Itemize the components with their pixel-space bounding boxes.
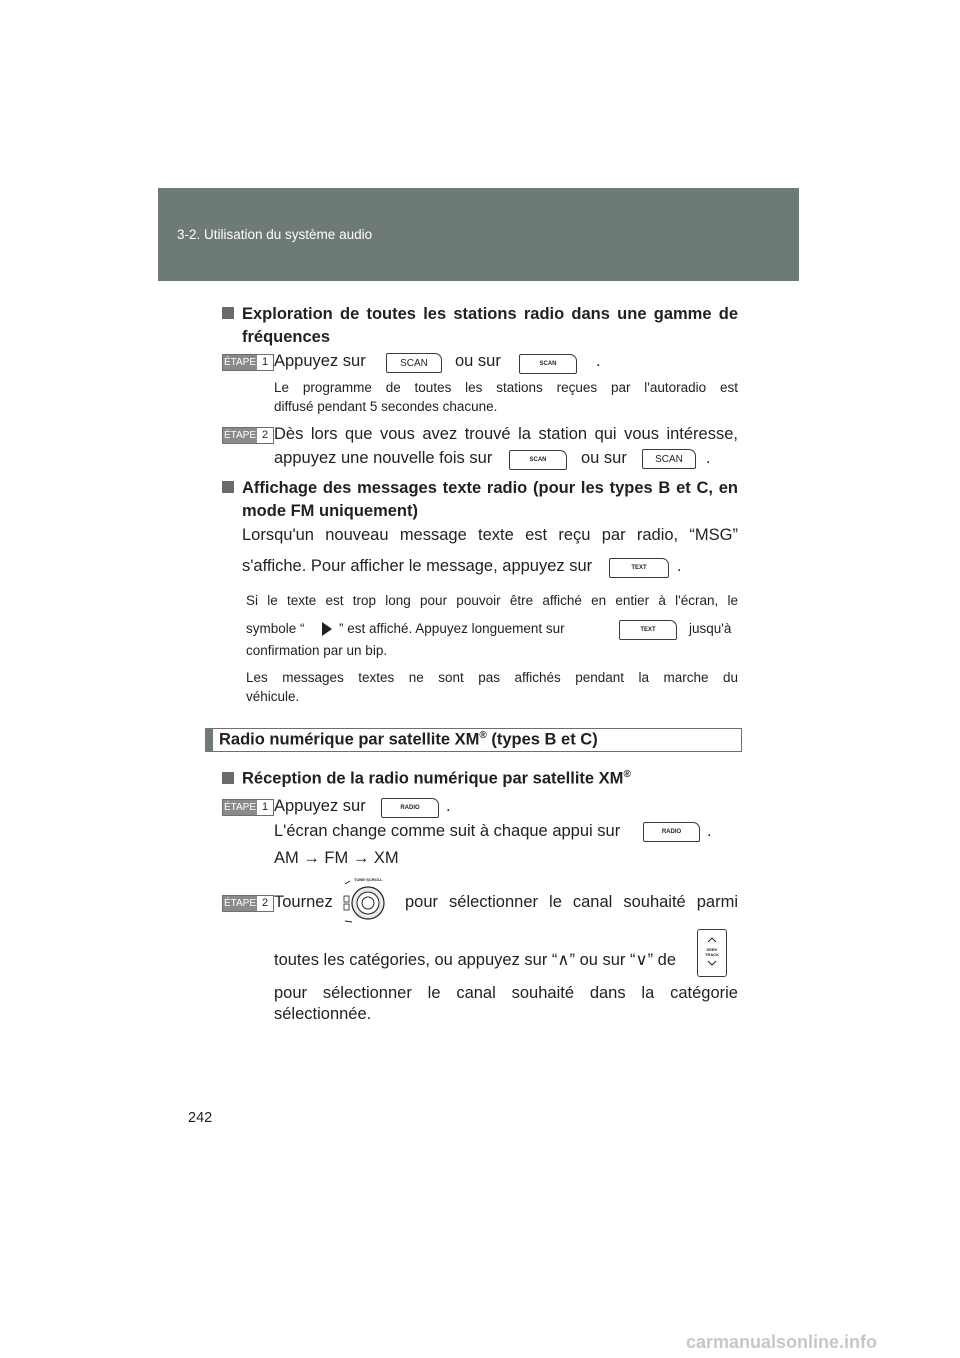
text-body-line2: s'affiche. Pour afficher le message, appuyez sur <box>242 557 593 575</box>
text-heading: Affichage des messages texte radio (pour les types B et C, en <box>222 479 738 498</box>
step-1-badge: ÉTAPE 1 <box>222 354 274 371</box>
watermark: carmanualsonline.info <box>686 1332 878 1352</box>
scan-button-small-icon: SCAN <box>519 354 577 374</box>
radio-button-icon: RADIO <box>643 822 700 842</box>
scan-note-line2: diffusé pendant 5 secondes chacune. <box>274 399 498 414</box>
section-accent-bar <box>205 728 213 752</box>
xm-screen-end: . <box>707 822 712 840</box>
scan-step2-line1: Dès lors que vous avez trouvé la station qui vous intéresse, <box>274 425 738 443</box>
scan-step1-end: . <box>596 352 601 370</box>
xm-heading: Réception de la radio numérique par satellite XM® <box>222 769 631 789</box>
text-button-icon: TEXT <box>609 558 669 578</box>
text-note2-line1: Les messages textes ne sont pas affichés pendant la marche du <box>246 670 738 685</box>
radio-button-icon: RADIO <box>381 798 439 818</box>
scan-note-line1: Le programme de toutes les stations reçues par l'autoradio est <box>274 380 738 395</box>
scan-step2-end: . <box>706 449 711 467</box>
text-note1-line2: ” est affiché. Appuyez longuement sur <box>339 621 565 636</box>
text-note2-line2: véhicule. <box>246 689 300 704</box>
section-breadcrumb: 3-2. Utilisation du système audio <box>177 227 373 242</box>
text-note1-line3: confirmation par un bip. <box>246 643 388 658</box>
step-2-badge: ÉTAPE 2 <box>222 427 274 444</box>
tune-scroll-knob-icon <box>342 876 392 926</box>
xm-step2-line3: pour sélectionner le canal souhaité dans la catégorie <box>274 984 738 1002</box>
xm-step1-end: . <box>446 797 451 815</box>
page-number: 242 <box>188 1110 213 1126</box>
scan-button-small-icon: SCAN <box>509 450 567 470</box>
play-arrow-icon <box>322 622 332 636</box>
scan-button-icon: SCAN <box>642 449 696 469</box>
scan-step1-or: ou sur <box>455 352 501 370</box>
scan-heading: Exploration de toutes les stations radio dans une gamme de <box>222 305 738 324</box>
scan-button-icon: SCAN <box>386 353 442 373</box>
scan-step1-text: Appuyez sur <box>274 352 366 370</box>
scan-step2-text: appuyez une nouvelle fois sur <box>274 449 493 467</box>
text-note1-symbol: symbole “ <box>246 621 305 636</box>
scan-step2-or: ou sur <box>581 449 627 467</box>
text-button-icon: TEXT <box>619 620 677 640</box>
text-body-line1: Lorsqu'un nouveau message texte est reçu par radio, “MSG” <box>242 526 738 544</box>
text-note1-until: jusqu'à <box>689 621 732 636</box>
tune-scroll-label: TUNE·SCROLL <box>354 877 383 882</box>
text-heading-cont: mode FM uniquement) <box>242 502 418 520</box>
bullet-square-icon <box>222 307 234 319</box>
band-sequence: AM → FM → XM <box>274 849 399 867</box>
xm-section-title: Radio numérique par satellite XM® (types B et C) <box>219 730 598 749</box>
scan-heading-cont: fréquences <box>242 328 331 346</box>
xm-screen-line: L'écran change comme suit à chaque appui sur <box>274 822 621 840</box>
bullet-square-icon <box>222 772 234 784</box>
xm-step2-line4: sélectionnée. <box>274 1005 372 1023</box>
text-note1-line1: Si le texte est trop long pour pouvoir être affiché en entier à l'écran, le <box>246 593 738 608</box>
xm-step2-line1: pour sélectionner le canal souhaité parmi <box>405 893 738 911</box>
bullet-square-icon <box>222 481 234 493</box>
step-1-badge: ÉTAPE 1 <box>222 799 274 816</box>
step-2-badge: ÉTAPE 2 <box>222 895 274 912</box>
text-body-end: . <box>677 557 682 575</box>
xm-step2-turn: Tournez <box>274 893 333 911</box>
seek-track-label: SEEK TRACK <box>705 947 719 957</box>
xm-step1-text: Appuyez sur <box>274 797 366 815</box>
xm-step2-line2: toutes les catégories, ou appuyez sur “∧” ou sur “∨” de <box>274 951 677 969</box>
seek-track-button-icon <box>697 929 727 977</box>
